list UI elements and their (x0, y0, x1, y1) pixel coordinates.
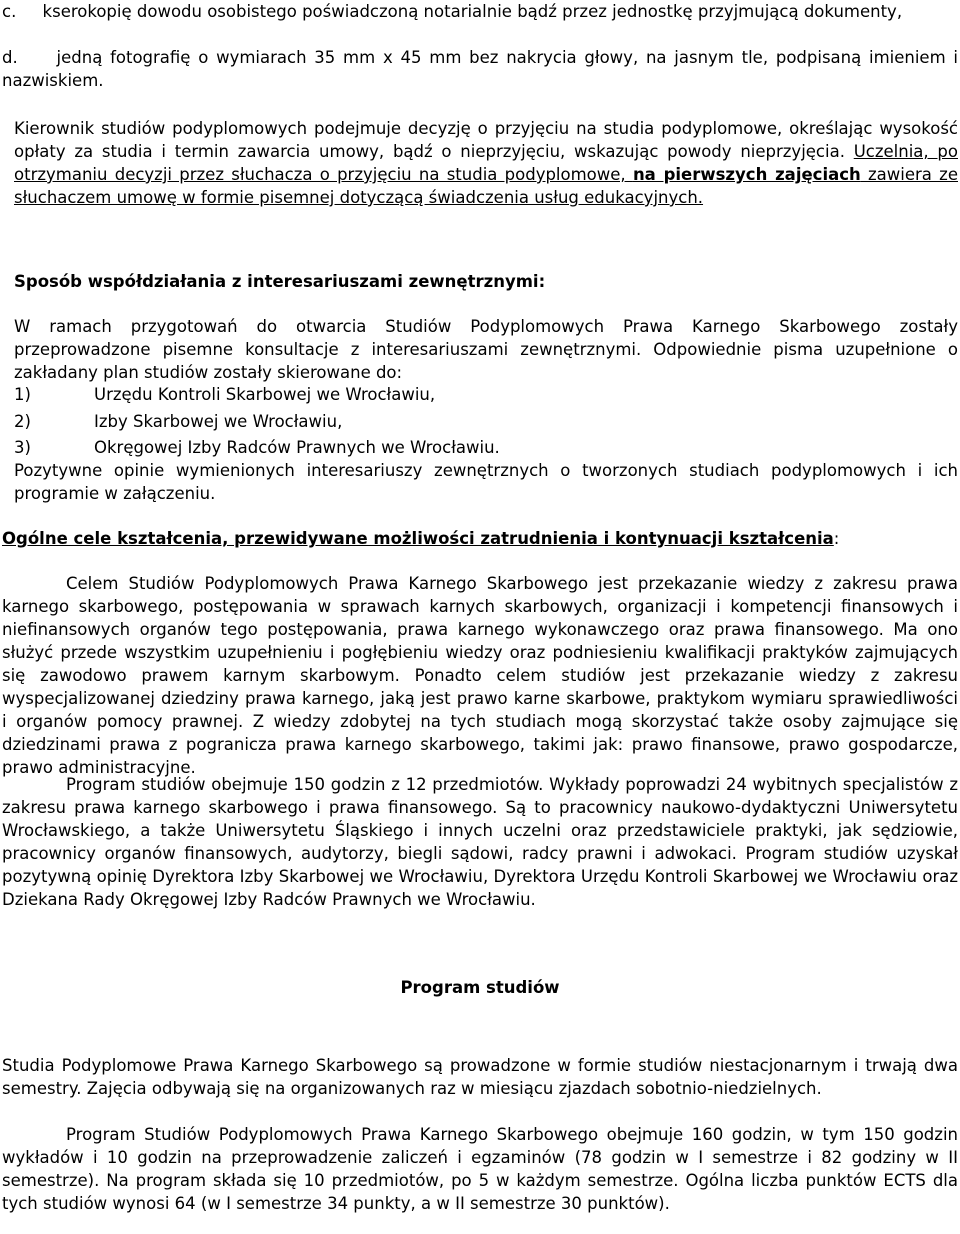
cooperation-closing: Pozytywne opinie wymienionych interesariuszy zewnętrznych o tworzonych studiach podyplomowych i ich programie w załączeniu. (14, 461, 958, 503)
list-number: 3) (14, 438, 31, 457)
admission-text-bold: na pierwszych zajęciach (632, 165, 861, 184)
goals-paragraph-2: Program studiów obejmuje 150 godzin z 12 przedmiotów. Wykłady poprowadzi 24 wybitnych specjalistów z zakresu prawa karnego skarbowego i prawa finansowego. Są to pracownicy naukowo-dydaktyczni Uniwersytetu Wrocławskiego, a także Uniwersytetu Śląskiego i innych uczelni oraz przedstawiciele praktyki, jak sędziowie, pracownicy organów finansowych, audytorzy, biegli sądowi, radcy prawni i adwokaci. Program studiów uzyskał pozytywną opinię Dyrektora Izby Skarbowej we Wrocławiu, Dyrektora Urzędu Kontroli Skarbowej we Wrocławiu oraz Dziekana Rady Okręgowej Izby Radców Prawnych we Wrocławiu. (2, 775, 958, 909)
list-number: 2) (14, 412, 31, 431)
program-heading: Program studiów (400, 978, 560, 997)
list-text: Izby Skarbowej we Wrocławiu, (94, 412, 343, 431)
goals-heading-suffix: : (833, 529, 840, 548)
admission-text-1: Kierownik studiów podyplomowych podejmuje decyzję o przyjęciu na studia podyplomowe, określając wysokość opłaty za studia i termin zawarcia umowy, bądź o nieprzyjęciu, wskazując powody nieprzyjęcia. (14, 119, 958, 161)
cooperation-list-item (14, 410, 342, 433)
goals-heading-text: Ogólne cele kształcenia, przewidywane możliwości zatrudnienia i kontynuacji kształcenia (2, 529, 834, 548)
list-item-d: d. jedną fotografię o wymiarach 35 mm x 45 mm bez nakrycia głowy, na jasnym tle, podpisaną imieniem i nazwiskiem. (2, 48, 958, 90)
goals-paragraph-1: Celem Studiów Podyplomowych Prawa Karnego Skarbowego jest przekazanie wiedzy z zakresu prawa karnego skarbowego, postępowania w sprawach karnych skarbowych, organizacji i kompetencji finansowych i niefinansowych organów tego postępowania, prawa karnego wykonawczego oraz prawa finansowego. Ma ono służyć przede wszystkim uzupełnieniu i pogłębieniu wiedzy oraz podniesieniu kwalifikacji praktyków zajmujących się zawodowo prawem karnym skarbowym. Ponadto celem studiów jest przekazanie wiedzy z zakresu wyspecjalizowanej dziedziny prawa karnego, jaką jest prawo karne skarbowe, praktykom wymiaru sprawiedliwości i organów pomocy prawnej. Z wiedzy zdobytej na tych studiach mogą skorzystać także osoby zajmujące się dziedzinami prawa z pogranicza prawa karnego skarbowego, takimi jak: prawo finansowe, prawo gospodarcze, prawo administracyjne. (2, 574, 958, 777)
goals-heading (2, 527, 958, 550)
list-number: 1) (14, 385, 31, 404)
list-text: Urzędu Kontroli Skarbowej we Wrocławiu, (94, 385, 436, 404)
cooperation-list-item (14, 436, 500, 459)
admission-paragraph (14, 117, 958, 209)
cooperation-paragraph: W ramach przygotowań do otwarcia Studiów Podyplomowych Prawa Karnego Skarbowego zostały przeprowadzone pisemne konsultacje z interesariuszami zewnętrznymi. Odpowiednie pisma uzupełnione o zakładany plan studiów zostały skierowane do: (14, 317, 958, 382)
program-paragraph-2: Program Studiów Podyplomowych Prawa Karnego Skarbowego obejmuje 160 godzin, w tym 150 godzin wykładów i 10 godzin na przeprowadzenie zaliczeń i egzaminów (78 godzin w I semestrze i 82 godziny w II semestrze). Na program składa się 10 przedmiotów, po 5 w każdym semestrze. Ogólna liczba punktów ECTS dla tych studiów wynosi 64 (w I semestrze 34 punkty, a w II semestrze 30 punktów). (2, 1125, 958, 1213)
admission-text-4: zawiera ze słuchaczem umowę w formie pisemnej dotyczącą świadczenia usług edukacyjnych. (14, 165, 958, 207)
cooperation-heading: Sposób współdziałania z interesariuszami zewnętrznymi: (14, 272, 546, 291)
cooperation-list-item (14, 383, 435, 406)
list-item-c: c. kserokopię dowodu osobistego poświadczoną notarialnie bądź przez jednostkę przyjmującą dokumenty, (2, 2, 903, 21)
admission-text-2: Uczelnia, po otrzymaniu decyzji przez słuchacza o przyjęciu na studia podyplomowe, (14, 142, 958, 184)
list-text: Okręgowej Izby Radców Prawnych we Wrocławiu. (94, 438, 500, 457)
program-paragraph-1: Studia Podyplomowe Prawa Karnego Skarbowego są prowadzone w formie studiów niestacjonarnym i trwają dwa semestry. Zajęcia odbywają się na organizowanych raz w miesiącu zjazdach sobotnio-niedzielnych. (2, 1056, 958, 1098)
